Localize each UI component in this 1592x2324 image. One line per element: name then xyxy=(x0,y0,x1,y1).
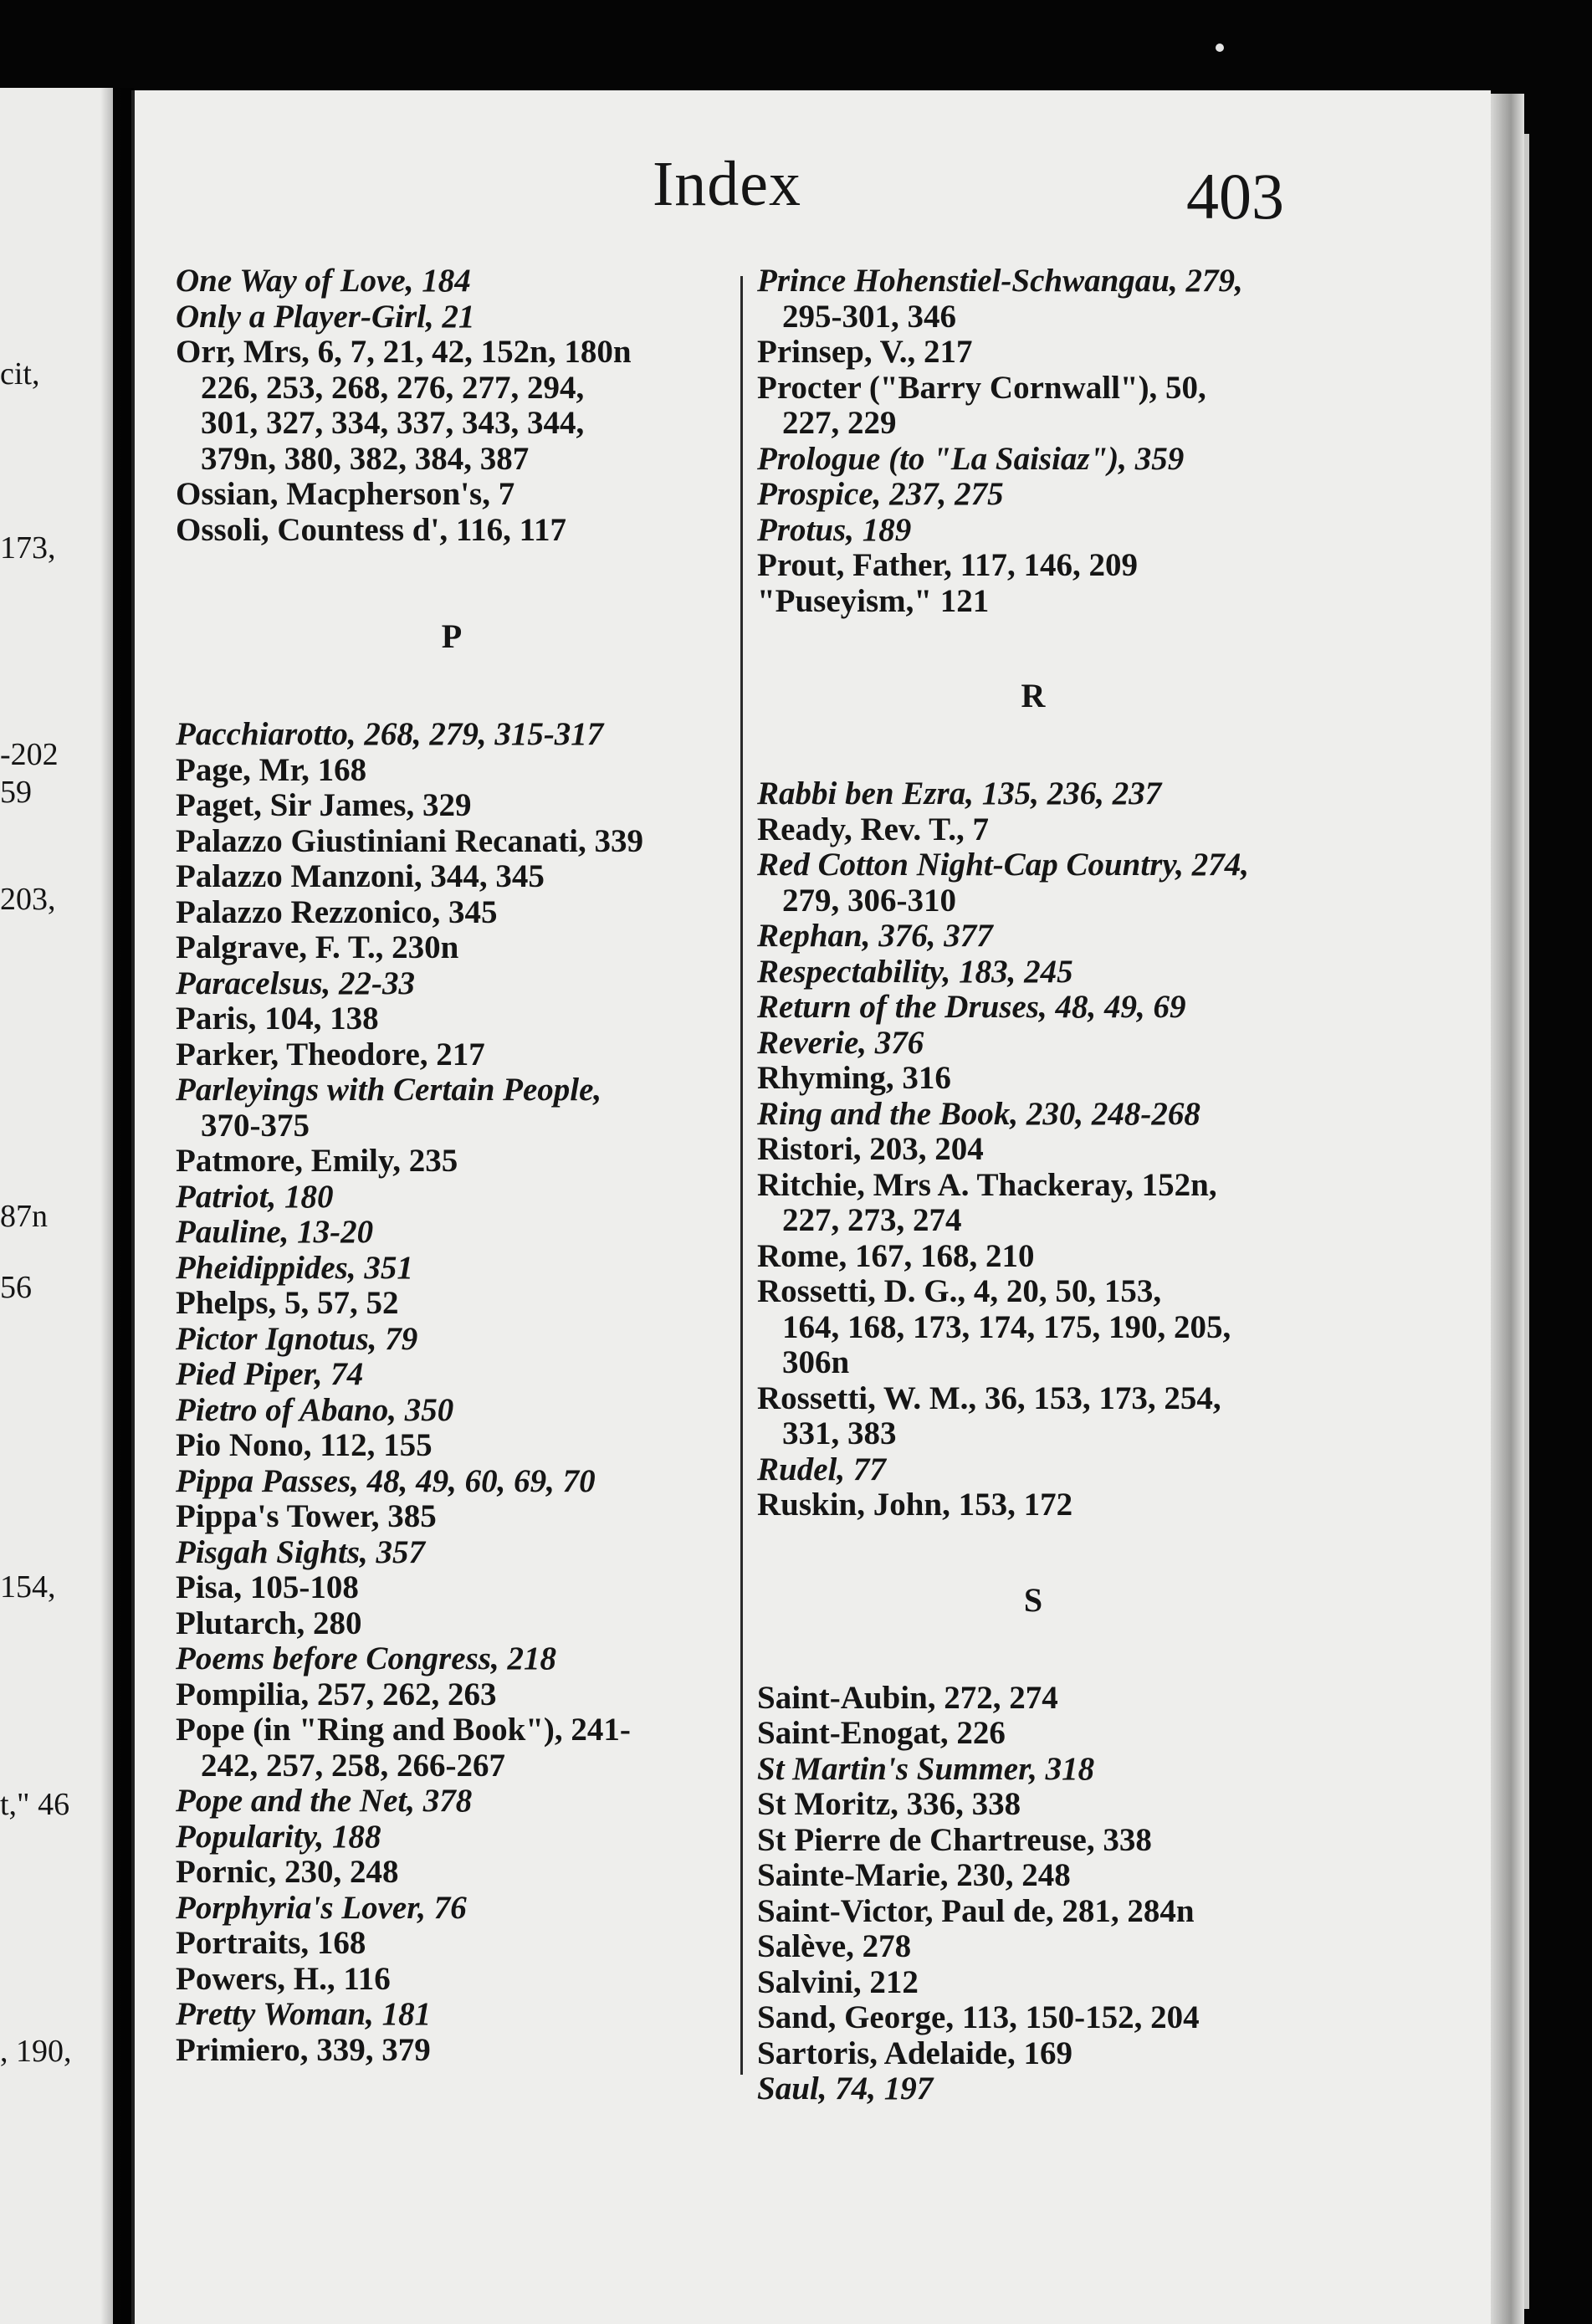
index-entry: Pope and the Net, 378 xyxy=(176,1783,473,1819)
index-entry: Sainte-Marie, 230, 248 xyxy=(757,1857,1071,1893)
index-entry: Poems before Congress, 218 xyxy=(176,1641,556,1676)
index-entry: Pacchiarotto, 268, 279, 315-317 xyxy=(176,716,604,752)
facing-page-text: 203, xyxy=(0,882,56,917)
facing-page-text: 56 xyxy=(0,1270,32,1305)
index-entry-continuation: 306n xyxy=(782,1344,850,1380)
index-entry: Ritchie, Mrs A. Thackeray, 152n, xyxy=(757,1166,1217,1203)
index-entry: Ossoli, Countess d', 116, 117 xyxy=(176,511,567,548)
index-entry: Pope (in "Ring and Book"), 241- xyxy=(176,1712,631,1748)
index-entry: Pornic, 230, 248 xyxy=(176,1854,399,1890)
section-letter-r: R xyxy=(1021,677,1046,714)
facing-page-text: 173, xyxy=(0,530,56,566)
index-entry: Pisgah Sights, 357 xyxy=(176,1533,426,1570)
index-entry: Prince Hohenstiel-Schwangau, 279, xyxy=(757,263,1243,299)
index-entry: Popularity, 188 xyxy=(176,1818,381,1855)
index-entry: Palgrave, F. T., 230n xyxy=(176,929,459,965)
facing-page-text: 59 xyxy=(0,775,32,810)
index-entry: Ossian, Macpherson's, 7 xyxy=(176,476,515,512)
index-entry: Sartoris, Adelaide, 169 xyxy=(757,2035,1072,2071)
index-entry-continuation: 295-301, 346 xyxy=(782,298,956,335)
index-entry: Ready, Rev. T., 7 xyxy=(757,811,989,847)
index-entry-continuation: 226, 253, 268, 276, 277, 294, xyxy=(201,369,585,406)
facing-page-text: cit, xyxy=(0,356,40,392)
index-entry: Pippa's Tower, 385 xyxy=(176,1498,437,1534)
index-entry-continuation: 301, 327, 334, 337, 343, 344, xyxy=(201,405,585,441)
index-entry: Reverie, 376 xyxy=(757,1024,924,1061)
index-entry: Primiero, 339, 379 xyxy=(176,2031,431,2068)
index-entry: Rudel, 77 xyxy=(757,1451,886,1487)
facing-page-fragment xyxy=(0,88,113,2324)
page-edge xyxy=(1491,94,1524,2324)
index-entry-continuation: 227, 229 xyxy=(782,405,897,441)
index-entry: Sand, George, 113, 150-152, 204 xyxy=(757,1999,1200,2035)
index-entry: Rabbi ben Ezra, 135, 236, 237 xyxy=(757,776,1162,811)
index-entry: Pretty Woman, 181 xyxy=(176,1996,432,2032)
column-divider xyxy=(740,276,743,2075)
index-entry: St Pierre de Chartreuse, 338 xyxy=(757,1821,1152,1858)
index-entry: Pisa, 105-108 xyxy=(176,1569,359,1605)
index-entry: Only a Player-Girl, 21 xyxy=(176,298,475,335)
index-column-left xyxy=(176,264,728,2068)
index-entry-continuation: 370-375 xyxy=(201,1107,310,1144)
index-entry: Pio Nono, 112, 155 xyxy=(176,1427,433,1463)
index-entry-continuation: 164, 168, 173, 174, 175, 190, 205, xyxy=(782,1308,1231,1345)
facing-page-text: , 190, xyxy=(0,2034,72,2069)
scan-speck xyxy=(1216,44,1224,52)
index-entry: Paget, Sir James, 329 xyxy=(176,787,472,823)
index-entry: Respectability, 183, 245 xyxy=(757,953,1073,990)
index-entry: Prout, Father, 117, 146, 209 xyxy=(757,547,1138,583)
index-entry: Saint-Aubin, 272, 274 xyxy=(757,1679,1058,1716)
index-entry: Return of the Druses, 48, 49, 69 xyxy=(757,989,1186,1025)
index-entry: Pauline, 13-20 xyxy=(176,1214,374,1250)
index-entry: Salvini, 212 xyxy=(757,1963,919,2000)
index-entry: Ring and the Book, 230, 248-268 xyxy=(757,1095,1200,1132)
section-letter-p: P xyxy=(441,617,463,655)
index-entry: Patmore, Emily, 235 xyxy=(176,1143,458,1179)
facing-page-text: -202 xyxy=(0,737,59,772)
facing-page-text: t," 46 xyxy=(0,1787,70,1822)
index-entry: Saint-Victor, Paul de, 281, 284n xyxy=(757,1892,1195,1929)
index-entry-continuation: 331, 383 xyxy=(782,1415,897,1451)
index-entry: "Puseyism," 121 xyxy=(757,582,990,619)
index-entry: Palazzo Giustiniani Recanati, 339 xyxy=(176,822,643,859)
index-entry-continuation: 227, 273, 274 xyxy=(782,1202,962,1238)
index-entry: Portraits, 168 xyxy=(176,1925,366,1961)
index-entry: Prologue (to "La Saisiaz"), 359 xyxy=(757,440,1185,477)
index-column-right xyxy=(757,264,1309,2107)
index-entry: Rossetti, D. G., 4, 20, 50, 153, xyxy=(757,1273,1162,1309)
index-entry: Porphyria's Lover, 76 xyxy=(176,1889,467,1926)
index-entry: Prospice, 237, 275 xyxy=(757,476,1004,512)
index-entry: Ruskin, John, 153, 172 xyxy=(757,1487,1073,1523)
index-entry: Pheidippides, 351 xyxy=(176,1249,413,1286)
index-entry: Powers, H., 116 xyxy=(176,1960,391,1997)
index-entry: One Way of Love, 184 xyxy=(176,263,471,299)
index-entry: Saint-Enogat, 226 xyxy=(757,1715,1006,1751)
section-letter-s: S xyxy=(1023,1580,1043,1619)
index-entry: Rephan, 376, 377 xyxy=(757,918,993,954)
index-entry-continuation: 242, 257, 258, 266-267 xyxy=(201,1747,505,1784)
index-entry: Parleyings with Certain People, xyxy=(176,1072,602,1108)
index-entry: Palazzo Rezzonico, 345 xyxy=(176,893,498,930)
index-entry: Rossetti, W. M., 36, 153, 173, 254, xyxy=(757,1380,1221,1416)
index-entry: Paris, 104, 138 xyxy=(176,1001,379,1037)
index-entry-continuation: 379n, 380, 382, 384, 387 xyxy=(201,440,530,477)
index-entry: Palazzo Manzoni, 344, 345 xyxy=(176,858,545,894)
index-entry: Pictor Ignotus, 79 xyxy=(176,1320,418,1357)
index-entry: Pompilia, 257, 262, 263 xyxy=(176,1676,497,1712)
gutter-shadow xyxy=(100,88,134,2324)
index-entry: Pietro of Abano, 350 xyxy=(176,1391,454,1428)
index-entry: Pippa Passes, 48, 49, 60, 69, 70 xyxy=(176,1462,596,1499)
index-entry: St Moritz, 336, 338 xyxy=(757,1786,1021,1822)
index-entry: Plutarch, 280 xyxy=(176,1605,362,1641)
index-entry: Patriot, 180 xyxy=(176,1178,334,1215)
index-entry: Saul, 74, 197 xyxy=(757,2071,934,2106)
index-entry: St Martin's Summer, 318 xyxy=(757,1750,1095,1787)
page-edge xyxy=(1524,134,1529,2309)
running-title: Index xyxy=(653,149,802,219)
facing-page-text: 154, xyxy=(0,1569,56,1605)
index-entry: Phelps, 5, 57, 52 xyxy=(176,1285,399,1321)
index-entry: Salève, 278 xyxy=(757,1928,912,1964)
index-entry: Page, Mr, 168 xyxy=(176,751,367,788)
index-entry: Red Cotton Night-Cap Country, 274, xyxy=(757,847,1249,883)
index-entry: Paracelsus, 22-33 xyxy=(176,965,415,1001)
index-entry: Rhyming, 316 xyxy=(757,1060,951,1096)
index-entry: Procter ("Barry Cornwall"), 50, xyxy=(757,369,1206,406)
index-entry: Rome, 167, 168, 210 xyxy=(757,1237,1035,1274)
index-entry-continuation: 279, 306-310 xyxy=(782,882,956,919)
page-number: 403 xyxy=(1186,160,1284,233)
facing-page-text: 87n xyxy=(0,1199,48,1234)
index-entry: Pied Piper, 74 xyxy=(176,1356,364,1392)
index-entry: Orr, Mrs, 6, 7, 21, 42, 152n, 180n xyxy=(176,334,632,370)
index-entry: Protus, 189 xyxy=(757,511,912,548)
index-entry: Parker, Theodore, 217 xyxy=(176,1036,485,1072)
index-entry: Ristori, 203, 204 xyxy=(757,1131,984,1167)
index-entry: Prinsep, V., 217 xyxy=(757,334,973,370)
